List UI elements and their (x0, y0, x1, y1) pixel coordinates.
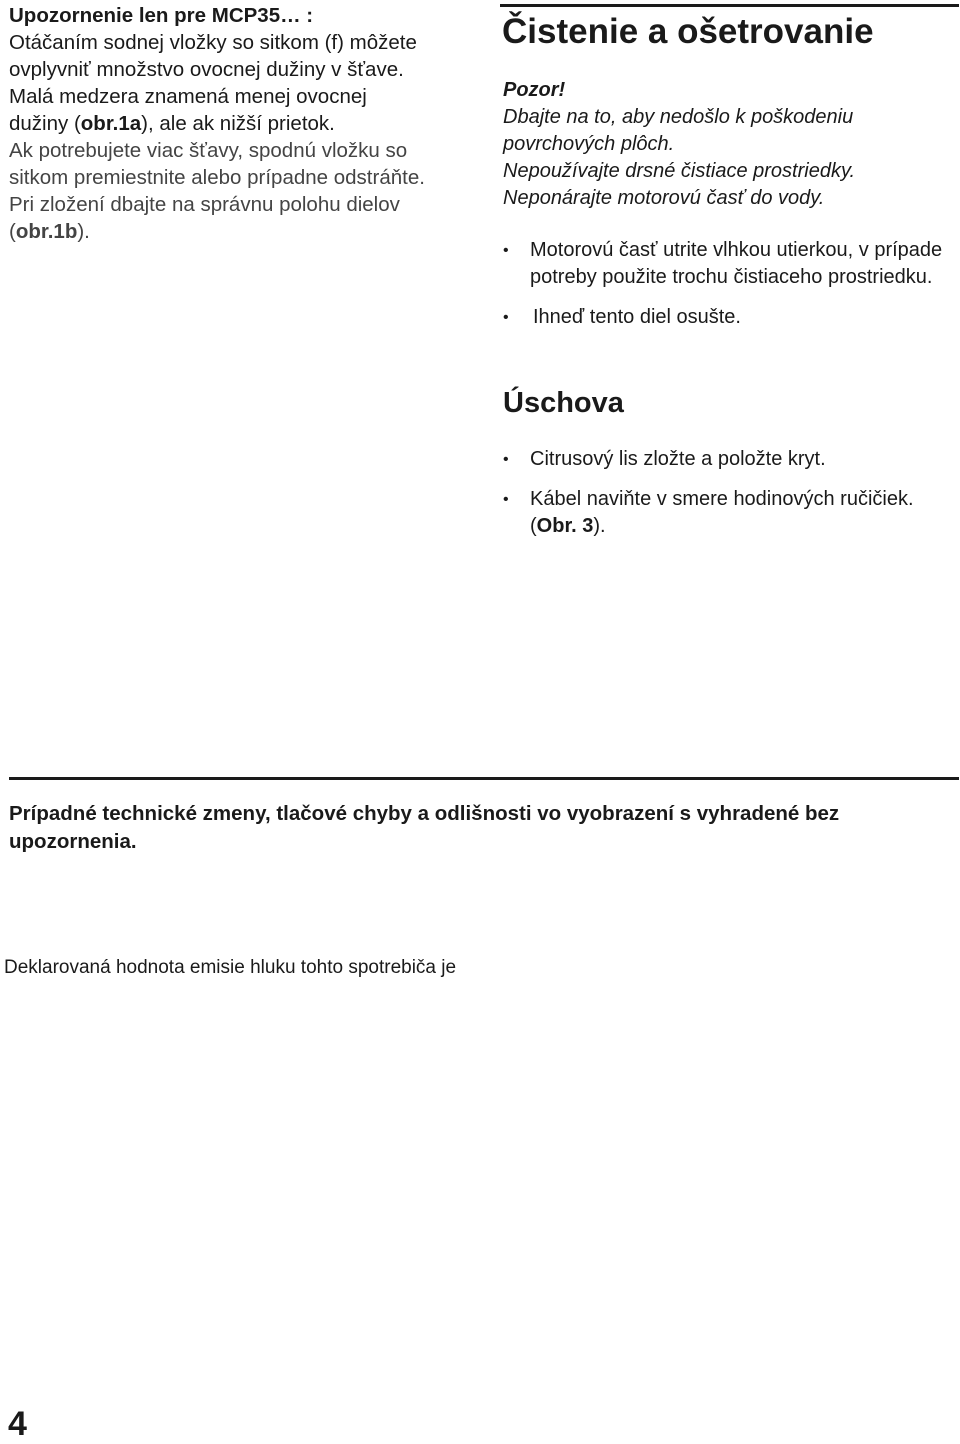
list-item-text: Motorovú časť utrite vlhkou utierkou, v prípade potreby použite trochu čistiaceho prostriedku. (530, 239, 943, 288)
section-top-rule (500, 4, 959, 7)
note-text: ), ale ak nižší prietok. (141, 112, 335, 135)
footer-rule (9, 777, 959, 780)
bullet-icon: • (503, 451, 509, 468)
cleaning-title: Čistenie a ošetrovanie (502, 12, 874, 51)
cleaning-warning (503, 77, 953, 212)
note-heading: Upozornenie len pre MCP35… : (9, 4, 314, 27)
bullet-icon: • (503, 491, 509, 508)
note-line (9, 218, 464, 245)
list-item-text: Ihneď tento diel osušte. (533, 306, 741, 328)
list-item-text: Kábel naviňte v smere hodinových ručičiek. ( (530, 488, 914, 537)
left-column-note (9, 2, 464, 245)
note-text: dužiny ( (9, 112, 81, 135)
disclaimer-text: Prípadné technické zmeny, tlačové chyby a odlišnosti vo vyobrazení s vyhradené bez upozornenia. (9, 802, 840, 853)
cleaning-bullet-list (503, 237, 959, 344)
noise-emission-text: Deklarovaná hodnota emisie hluku tohto spotrebiča je (4, 957, 457, 978)
figure-ref-1b: obr.1b (15, 220, 78, 243)
bullet-icon: • (503, 309, 509, 326)
list-item (503, 446, 959, 473)
list-item (503, 304, 959, 331)
note-line: Otáčaním sodnej vložky so sitkom (f) môžete (9, 31, 417, 54)
list-item (503, 237, 959, 291)
warning-line: Dbajte na to, aby nedošlo k poškodeniu (503, 106, 854, 128)
figure-ref-3: Obr. 3 (536, 515, 594, 537)
warning-line: Neponárajte motorovú časť do vody. (503, 187, 825, 209)
note-line: sitkom premiestnite alebo prípadne odstráňte. (9, 166, 425, 189)
list-item-text: ). (593, 515, 606, 537)
figure-ref-1a: obr.1a (80, 112, 142, 135)
note-text: ( (9, 220, 16, 243)
warning-label: Pozor! (503, 79, 566, 101)
list-item (503, 486, 959, 540)
note-line: Ak potrebujete viac šťavy, spodnú vložku so (9, 139, 408, 162)
storage-bullet-list (503, 446, 959, 553)
warning-line: povrchových plôch. (503, 133, 675, 155)
page-number: 4 (8, 1405, 27, 1443)
note-line: Pri zložení dbajte na správnu polohu dielov (9, 193, 400, 216)
warning-line: Nepoužívajte drsné čistiace prostriedky. (503, 160, 856, 182)
note-line: Malá medzera znamená menej ovocnej (9, 85, 367, 108)
note-text: ). (77, 220, 90, 243)
storage-title: Úschova (503, 387, 624, 419)
note-line (9, 110, 464, 137)
list-item-text: Citrusový lis zložte a položte kryt. (530, 448, 826, 470)
bullet-icon: • (503, 242, 509, 259)
note-line: ovplyvniť množstvo ovocnej dužiny v šťave. (9, 58, 404, 81)
